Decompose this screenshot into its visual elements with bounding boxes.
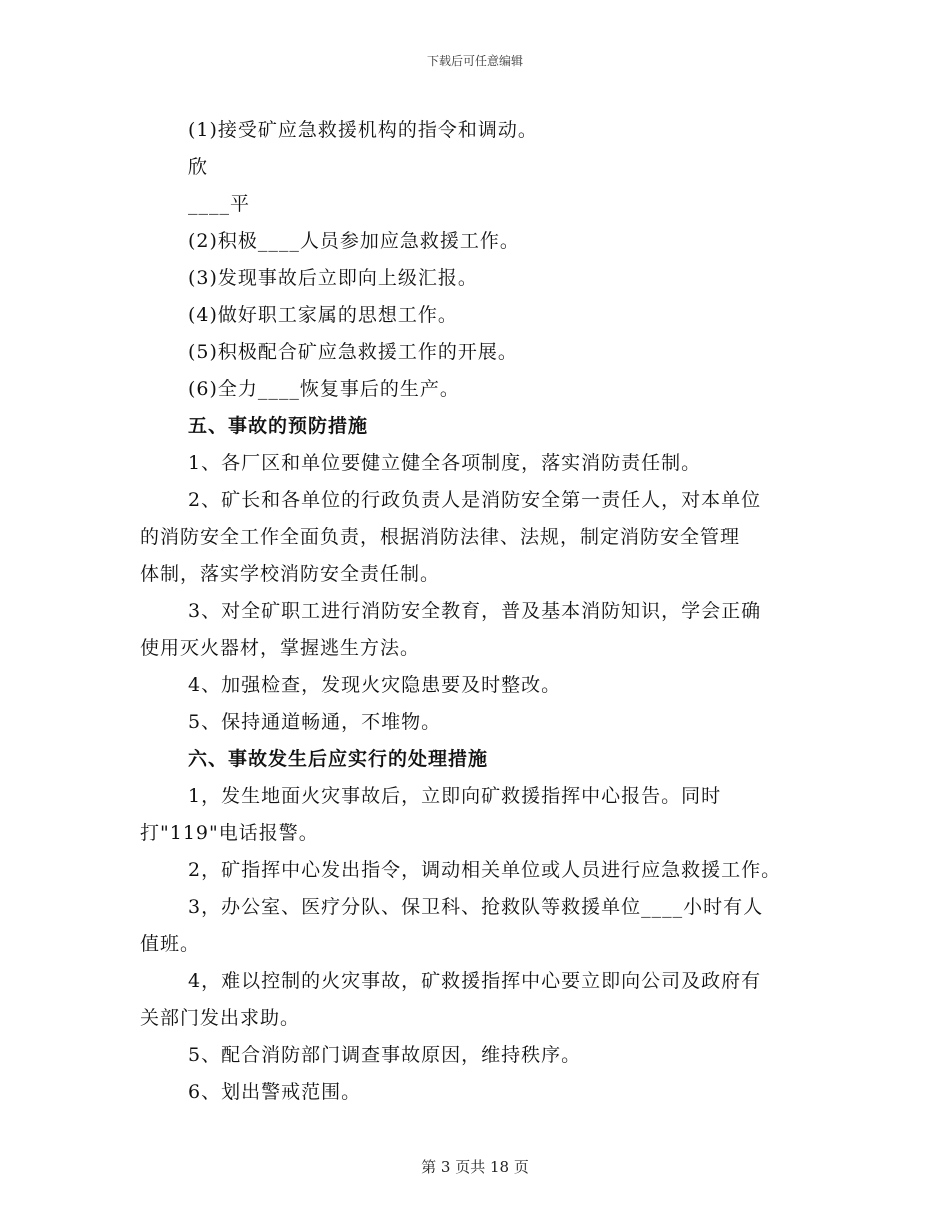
paragraph-line: 值班。 bbox=[140, 933, 201, 955]
list-item-2: (2)积极____人员参加应急救援工作。 bbox=[188, 230, 520, 252]
paragraph-line: 4、加强检查，发现火灾隐患要及时整改。 bbox=[188, 674, 562, 696]
paragraph-line: 关部门发出求助。 bbox=[140, 1007, 301, 1029]
paragraph-line: 2、矿长和各单位的行政负责人是消防安全第一责任人，对本单位 bbox=[188, 489, 762, 511]
section-heading-response: 六、事故发生后应实行的处理措施 bbox=[188, 748, 489, 770]
paragraph-line: 3、对全矿职工进行消防安全教育，普及基本消防知识，学会正确 bbox=[188, 600, 762, 622]
paragraph-line: 5、保持通道畅通，不堆物。 bbox=[188, 711, 442, 733]
paragraph-line: 的消防安全工作全面负责，根据消防法律、法规，制定消防安全管理 bbox=[140, 526, 741, 548]
paragraph-line: 5、配合消防部门调查事故原因，维持秩序。 bbox=[188, 1044, 582, 1066]
paragraph-line: 1，发生地面火灾事故后，立即向矿救援指挥中心报告。同时 bbox=[188, 785, 722, 807]
paragraph-line: 使用灭火器材，掌握逃生方法。 bbox=[140, 637, 421, 659]
paragraph-line: 3，办公室、医疗分队、保卫科、抢救队等救援单位____小时有人 bbox=[188, 896, 764, 918]
text-fragment: 欣 bbox=[188, 156, 209, 178]
paragraph-line: 1、各厂区和单位要健立健全各项制度，落实消防责任制。 bbox=[188, 452, 702, 474]
document-body bbox=[140, 112, 830, 1111]
paragraph-line: 6、划出警戒范围。 bbox=[188, 1081, 362, 1103]
paragraph-line: 2，矿指挥中心发出指令，调动相关单位或人员进行应急救援工作。 bbox=[188, 859, 782, 881]
page-header: 下载后可任意编辑 bbox=[426, 54, 523, 68]
text-fragment: ____平 bbox=[188, 193, 251, 215]
list-item-3: (3)发现事故后立即向上级汇报。 bbox=[188, 267, 478, 289]
section-heading-prevention: 五、事故的预防措施 bbox=[188, 415, 369, 437]
page-number: 第 3 页共 18 页 bbox=[421, 1158, 529, 1176]
paragraph-line: 4，难以控制的火灾事故，矿救援指挥中心要立即向公司及政府有 bbox=[188, 970, 762, 992]
paragraph-line: 体制，落实学校消防安全责任制。 bbox=[140, 563, 441, 585]
paragraph-line: 打"119"电话报警。 bbox=[140, 822, 319, 844]
list-item-6: (6)全力____恢复事后的生产。 bbox=[188, 378, 460, 400]
list-item-1: (1)接受矿应急救援机构的指令和调动。 bbox=[188, 119, 538, 141]
list-item-4: (4)做好职工家属的思想工作。 bbox=[188, 304, 458, 326]
list-item-5: (5)积极配合矿应急救援工作的开展。 bbox=[188, 341, 518, 363]
